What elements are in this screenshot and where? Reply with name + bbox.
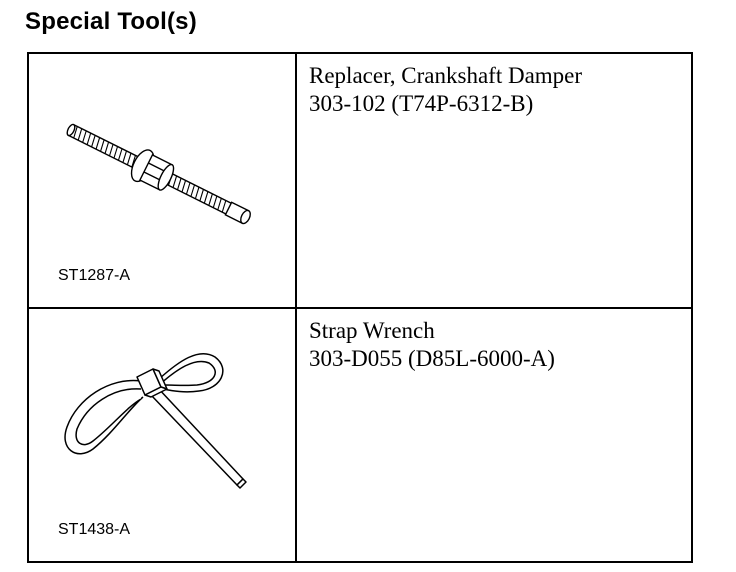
tool-description-cell	[297, 54, 691, 307]
page-title: Special Tool(s)	[25, 8, 197, 35]
tool-illustration-cell	[29, 54, 297, 307]
tool-illustration-cell	[29, 309, 297, 561]
special-tools-table	[27, 52, 693, 563]
illustration-code: ST1287-A	[58, 267, 131, 284]
tool-row	[29, 309, 691, 561]
tool-row	[29, 54, 691, 309]
tool-description-cell	[297, 309, 691, 561]
illustration-code: ST1438-A	[58, 521, 131, 538]
tool-name: Strap Wrench	[309, 318, 435, 343]
tool-number: 303-D055 (D85L-6000-A)	[309, 346, 555, 371]
tool-name: Replacer, Crankshaft Damper	[309, 63, 583, 88]
tool-number: 303-102 (T74P-6312-B)	[309, 91, 534, 116]
